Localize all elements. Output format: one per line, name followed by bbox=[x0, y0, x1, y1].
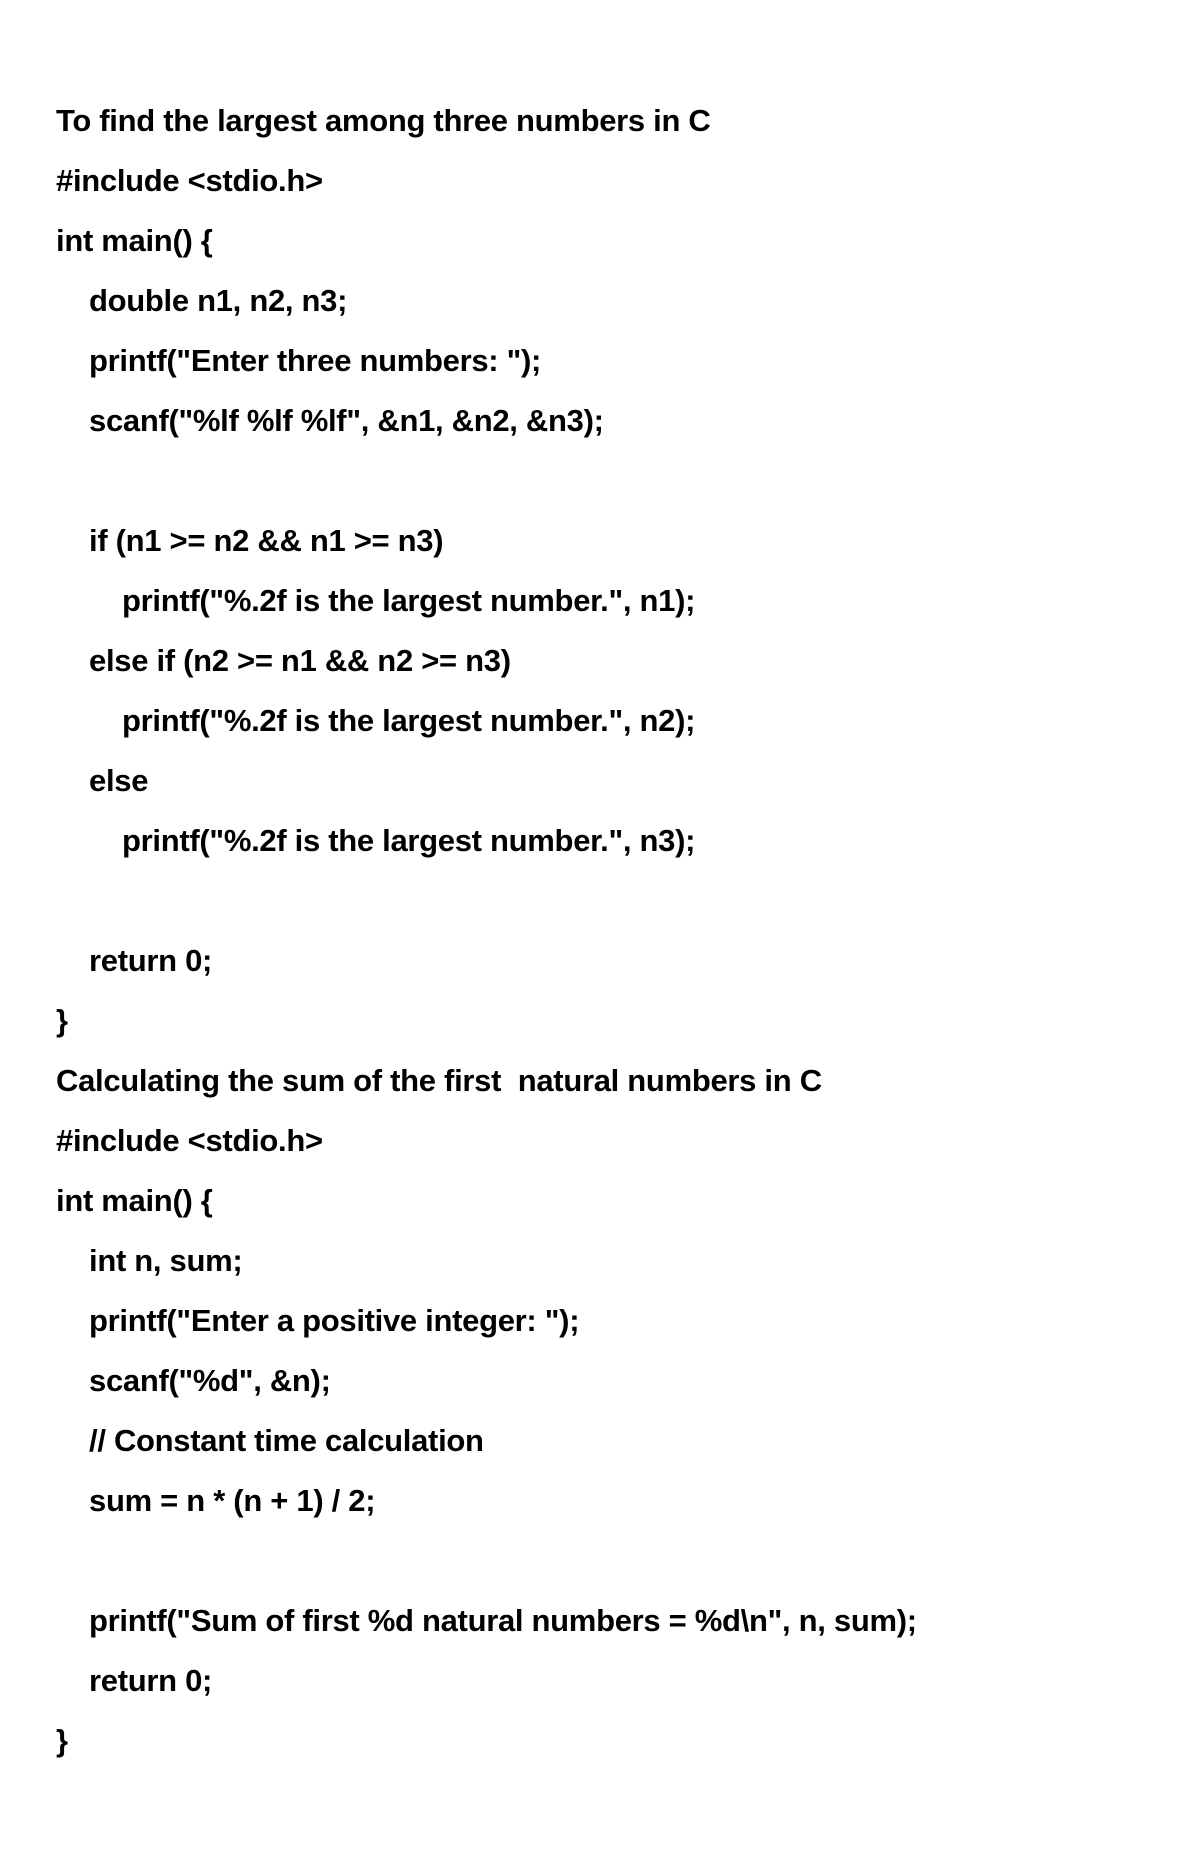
code-line: else if (n2 >= n1 && n2 >= n3) bbox=[89, 643, 511, 678]
code-line: else bbox=[89, 763, 149, 798]
code-comment: // Constant time calculation bbox=[89, 1423, 484, 1458]
code-line: return 0; bbox=[89, 943, 213, 978]
code-line: #include <stdio.h> bbox=[56, 1123, 323, 1158]
code-line: printf("%.2f is the largest number.", n1); bbox=[122, 583, 696, 618]
code-line: int n, sum; bbox=[89, 1243, 243, 1278]
code-line: printf("Sum of first %d natural numbers = %d\n", n, sum); bbox=[89, 1603, 917, 1638]
code-line: } bbox=[56, 1003, 68, 1038]
code-line: #include <stdio.h> bbox=[56, 163, 323, 198]
code-line: printf("Enter a positive integer: "); bbox=[89, 1303, 580, 1338]
code-line: int main() { bbox=[56, 1183, 213, 1218]
code-line: scanf("%lf %lf %lf", &n1, &n2, &n3); bbox=[89, 403, 604, 438]
code-line: sum = n * (n + 1) / 2; bbox=[89, 1483, 376, 1518]
code-line: printf("%.2f is the largest number.", n2); bbox=[122, 703, 696, 738]
section-heading-sum: Calculating the sum of the first natural numbers in C bbox=[56, 1063, 822, 1098]
code-line: double n1, n2, n3; bbox=[89, 283, 348, 318]
code-line: return 0; bbox=[89, 1663, 213, 1698]
code-line: if (n1 >= n2 && n1 >= n3) bbox=[89, 523, 444, 558]
section-heading-largest: To find the largest among three numbers in C bbox=[56, 103, 711, 138]
code-line: int main() { bbox=[56, 223, 213, 258]
code-line: printf("Enter three numbers: "); bbox=[89, 343, 542, 378]
code-line: } bbox=[56, 1723, 68, 1758]
code-line: scanf("%d", &n); bbox=[89, 1363, 331, 1398]
code-line: printf("%.2f is the largest number.", n3); bbox=[122, 823, 696, 858]
